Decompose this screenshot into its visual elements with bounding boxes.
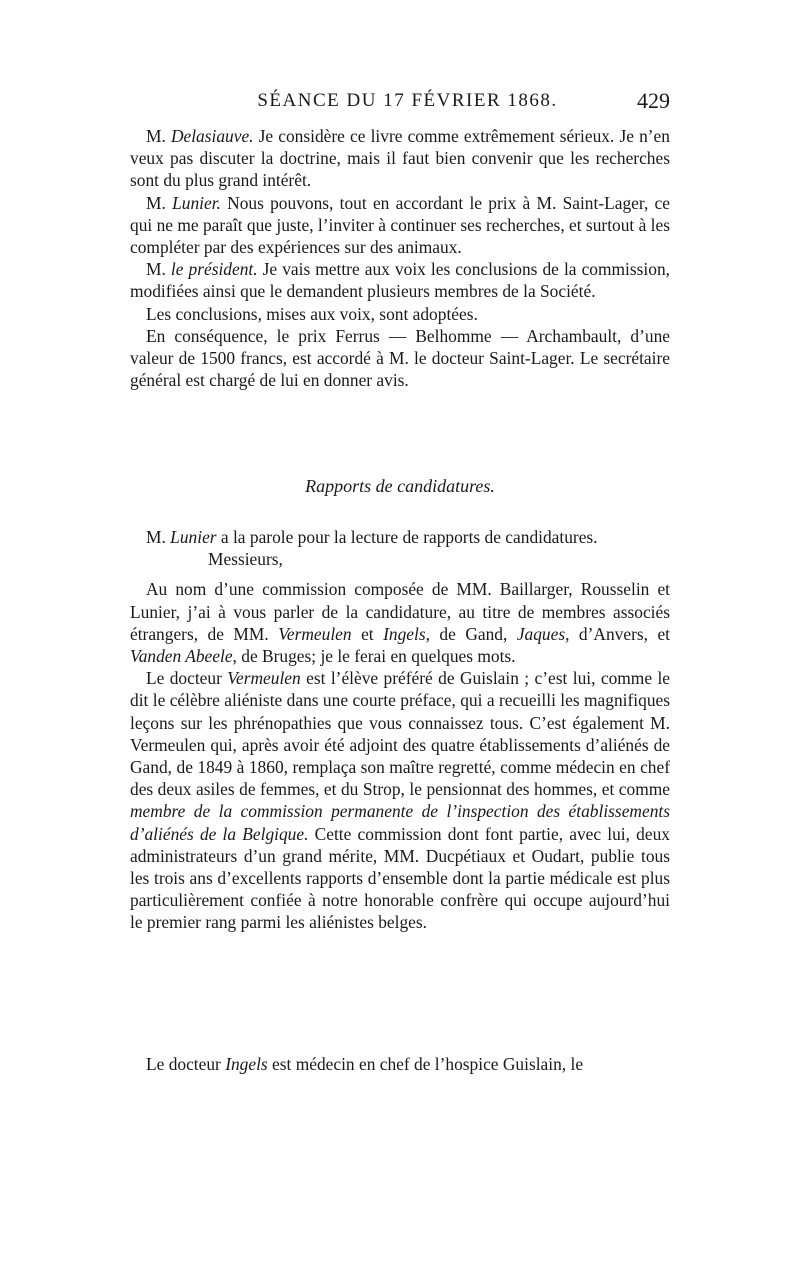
paragraph-lunier: [130, 192, 670, 259]
paragraph-text: Je considère ce livre comme extrêmement sérieux. Je n’en veux pas discuter la doctrine, mais il faut bien convenir que les recherches sont du plus grand intérêt.: [130, 126, 670, 191]
person-name: Vermeulen: [227, 668, 301, 689]
paragraph-prize-award: En conséquence, le prix Ferrus — Belhomme — Archambault, d’une valeur de 1500 francs, est accordé à M. le docteur Saint-Lager. Le secrétaire général est chargé de lui en donner avis.: [130, 325, 670, 391]
speaker-name: Delasiauve.: [170, 126, 254, 146]
speaker-name: Lunier: [170, 527, 217, 547]
person-name: Ingels: [383, 623, 426, 644]
person-name: Jaques: [516, 623, 566, 644]
paragraph-vermeulen: [130, 667, 670, 933]
text-run: , de Bruges; je le ferai en quelques mots.: [232, 646, 516, 667]
text-run: Le docteur: [146, 1054, 226, 1074]
speaker-name: Lunier.: [172, 192, 221, 213]
text-run: est médecin en chef de l’hospice Guislain, le: [267, 1054, 584, 1074]
text-run: Cette commission dont font partie, avec lui, deux administrateurs d’un grand mérite, MM. Ducpétiaux et Oudart, publie tous les trois ans d’excellents rapports d’ensemble dont la partie médicale est plus particulièrement confiée à notre honorable confrère qui occupe aujourd’hui le premier rang parmi les aliénistes belges.: [130, 823, 670, 933]
paragraph-conclusions: Les conclusions, mises aux voix, sont adoptées.: [146, 303, 478, 324]
text-run: , de Gand,: [425, 623, 517, 644]
italic-phrase: membre de la commission permanente de l’inspection des établissements d’aliénés de la Belgique.: [130, 801, 670, 844]
text-run: est l’élève préféré de Guislain ; c’est lui, comme le dit le célèbre aliéniste dans une courte préface, qui a recueilli les magnifiques leçons sur les phrénopathies que vous connaissez tous. C’est également M. Vermeulen qui, après avoir été adjoint des quatre établissements d’aliénés de Gand, de 1849 à 1860, remplaça son maître regretté, comme médecin en chef des deux asiles de femmes, et du Strop, le pensionnat des hommes, et comme: [130, 668, 670, 800]
person-name: Vanden Abeele: [130, 646, 233, 667]
paragraph-text: a la parole pour la lecture de rapports de candidatures.: [216, 527, 598, 547]
text-run: Au nom d’une commission composée de MM. Baillarger, Rousselin et Lunier, j’ai à vous parler de la candidature, au titre de membres associés étrangers, de MM.: [130, 579, 670, 644]
salutation: Messieurs,: [208, 549, 283, 570]
speaker-prefix: M.: [146, 527, 171, 547]
paragraph-commission: [130, 578, 670, 667]
page-header: [145, 90, 670, 120]
text-run: et: [351, 623, 384, 644]
paragraph-lunier-reading: [130, 526, 670, 548]
speaker-prefix: M.: [146, 259, 171, 280]
paragraph-president: [130, 258, 670, 302]
speaker-prefix: M.: [146, 126, 171, 146]
text-block-discussion: [130, 125, 670, 391]
speaker-prefix: M.: [146, 192, 173, 213]
paragraph-delasiauve: [130, 125, 670, 192]
person-name: Ingels: [225, 1054, 268, 1074]
section-heading: Rapports de candidatures.: [305, 476, 495, 496]
person-name: Vermeulen: [278, 623, 352, 644]
text-block-ingels: [130, 1053, 670, 1075]
text-run: Le docteur: [146, 668, 228, 689]
running-title: SÉANCE DU 17 FÉVRIER 1868.: [257, 90, 558, 111]
text-run: , d’Anvers, et: [565, 623, 671, 644]
speaker-name: le président.: [170, 259, 258, 280]
paragraph-ingels: [130, 1053, 670, 1075]
paragraph-text: Je vais mettre aux voix les conclusions de la commission, modifiées ainsi que le demandent plusieurs membres de la Société.: [130, 259, 670, 302]
page-number: 429: [637, 88, 670, 113]
paragraph-text: Nous pouvons, tout en accordant le prix à M. Saint-Lager, ce qui ne me paraît que juste, l’inviter à continuer ses recherches, et surtout à les compléter par des expériences sur des animaux.: [130, 192, 670, 258]
text-block-candidatures: [130, 526, 670, 934]
